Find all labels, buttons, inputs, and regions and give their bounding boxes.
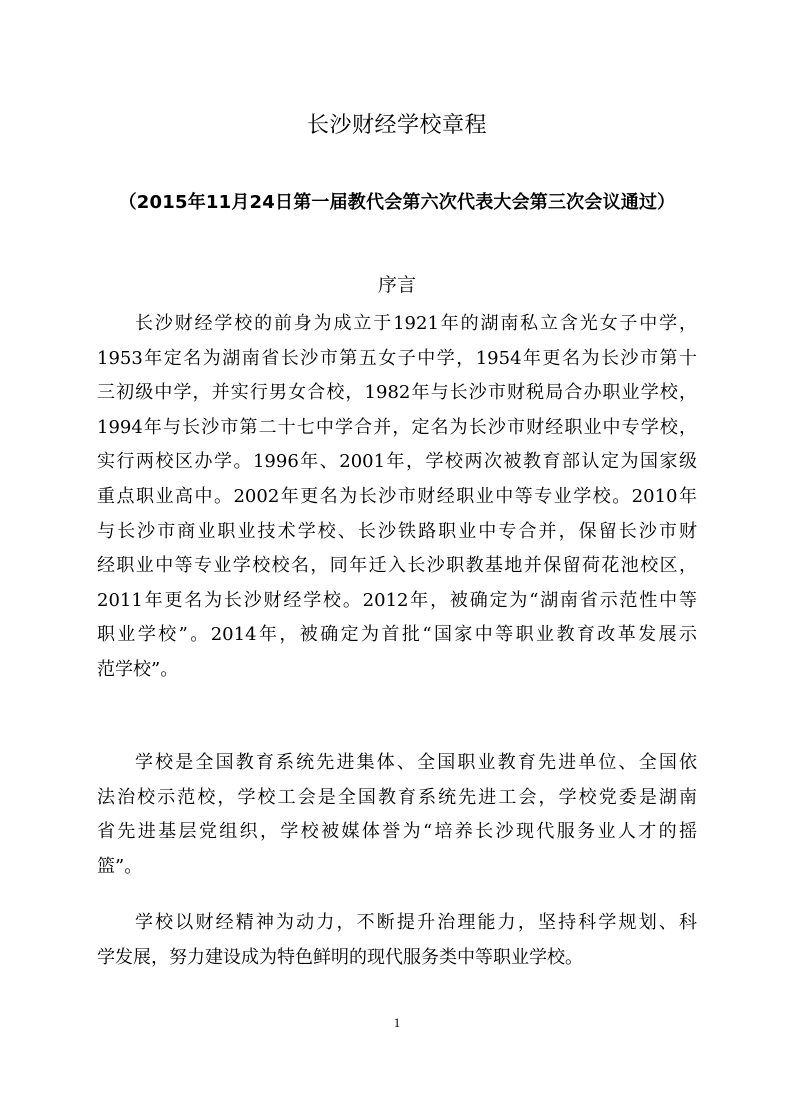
paragraph-line: 与长沙市商业职业技术学校、长沙铁路职业中专合并，保留长沙市财 [97, 520, 697, 542]
paragraph-line: 职业学校”。2014年，被确定为首批“国家中等职业教育改革发展示 [97, 624, 697, 646]
paragraph-line: 三初级中学，并实行男女合校，1982年与长沙市财税局合办职业学校， [97, 382, 697, 404]
document-subtitle: （2015年11月24日第一届教代会第六次代表大会第三次会议通过） [118, 192, 676, 213]
paragraph-line: 范学校”。 [97, 658, 179, 680]
paragraph-line: 1994年与长沙市第二十七中学合并，定名为长沙市财经职业中专学校， [97, 416, 697, 438]
paragraph-line: 重点职业高中。2002年更名为长沙市财经职业中等专业学校。2010年 [97, 485, 697, 507]
section-heading-preface: 序言 [377, 274, 416, 296]
preface-paragraph-1 [97, 307, 697, 688]
paragraph-line: 学校以财经精神为动力，不断提升治理能力，坚持科学规划、科 [135, 912, 697, 933]
paragraph-line: 2011年更名为长沙财经学校。2012年，被确定为“湖南省示范性中等 [97, 589, 697, 611]
preface-paragraph-2 [97, 746, 697, 884]
paragraph-line: 学发展，努力建设成为特色鲜明的现代服务类中等职业学校。 [97, 946, 583, 968]
paragraph-line: 经职业中等专业学校校名，同年迁入长沙职教基地并保留荷花池校区， [97, 555, 697, 577]
paragraph-line: 篮”。 [97, 855, 143, 877]
paragraph-line: 省先进基层党组织，学校被媒体誉为“培养长沙现代服务业人才的摇 [97, 821, 697, 843]
preface-paragraph-3 [97, 906, 697, 975]
page-number: 1 [393, 1015, 401, 1030]
paragraph-line: 1953年定名为湖南省长沙市第五女子中学，1954年更名为长沙市第十 [97, 347, 697, 369]
paragraph-line: 学校是全国教育系统先进集体、全国职业教育先进单位、全国依 [135, 752, 697, 773]
paragraph-line: 法治校示范校，学校工会是全国教育系统先进工会，学校党委是湖南 [97, 786, 697, 808]
paragraph-line: 长沙财经学校的前身为成立于1921年的湖南私立含光女子中学， [135, 313, 697, 334]
paragraph-line: 实行两校区办学。1996年、2001年，学校两次被教育部认定为国家级 [97, 451, 697, 473]
document-title: 长沙财经学校章程 [306, 113, 487, 138]
